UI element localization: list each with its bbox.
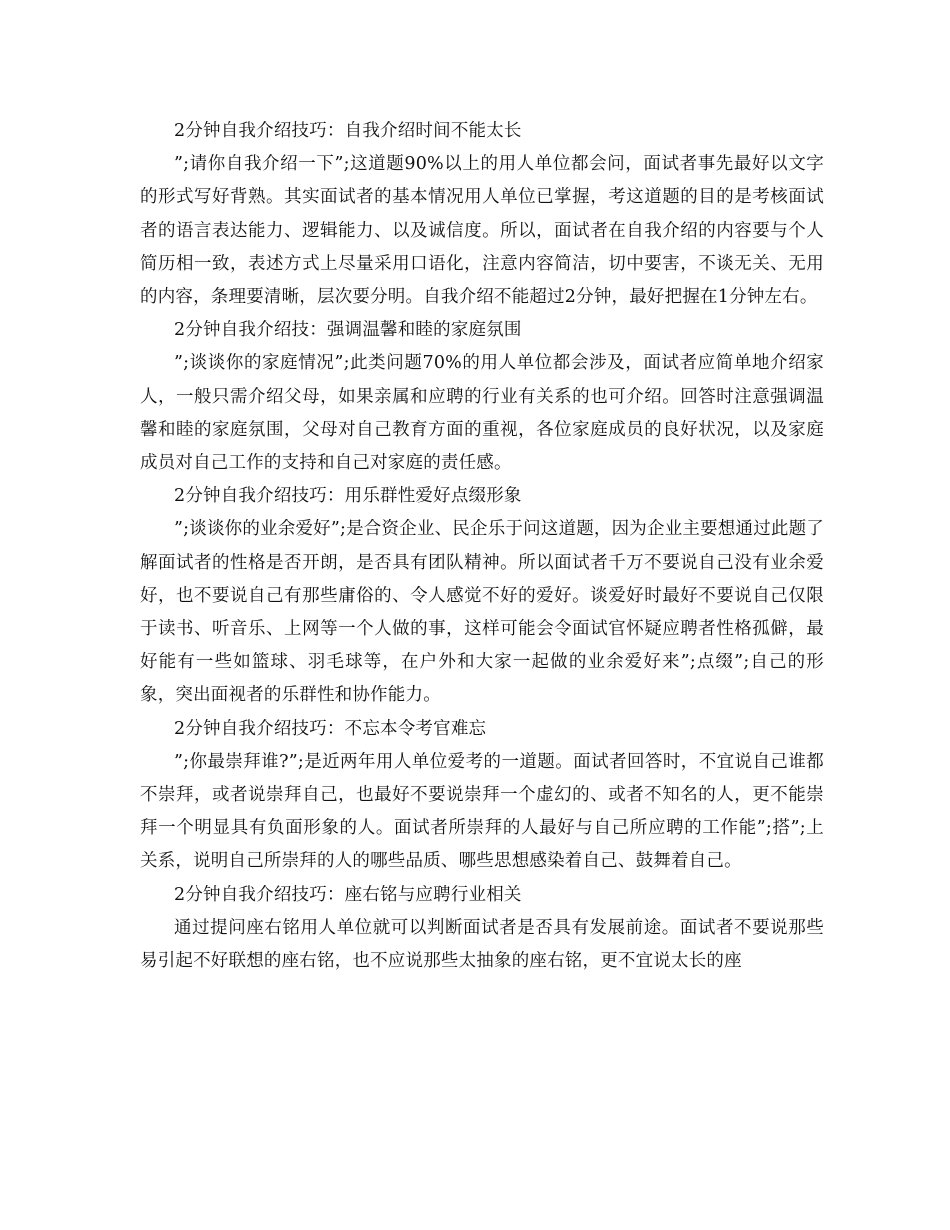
- section-body-hobbies: ”;谈谈你的业余爱好”;是合资企业、民企乐于问这道题，因为企业主要想通过此题了解面试者的性格是否开朗，是否具有团队精神。所以面试者千万不要说自己没有业余爱好，也不要说自己有那些庸俗的、令人感觉不好的爱好。谈爱好时最好不要说自己仅限于读书、听音乐、上网等一个人做的事，这样可能会令面试官怀疑应聘者性格孤僻，最好能有一些如篮球、羽毛球等，在户外和大家一起做的业余爱好来”;点缀”;自己的形象，突出面视者的乐群性和协作能力。: [140, 519, 824, 706]
- section-heading-intro-time: 2分钟自我介绍技巧：自我介绍时间不能太长: [174, 121, 522, 141]
- section-heading-family: 2分钟自我介绍技：强调温馨和睦的家庭氛围: [174, 320, 522, 341]
- section-body-intro-time: ”;请你自我介绍一下”;这道题90%以上的用人单位都会问，面试者事先最好以文字的形式写好背熟。其实面试者的基本情况用人单位已掌握，考这道题的目的是考核面试者的语言表达能力、逻辑能力、以及诚信度。所以，面试者在自我介绍的内容要与个人简历相一致，表述方式上尽量采用口语化，注意内容简洁，切中要害，不谈无关、无用的内容，条理要清晰，层次要分明。自我介绍不能超过2分钟，最好把握在1分钟左右。: [140, 154, 824, 308]
- section-heading-hobbies: 2分钟自我介绍技巧：用乐群性爱好点缀形象: [174, 486, 522, 507]
- section-heading-admire: 2分钟自我介绍技巧：不忘本令考官难忘: [174, 718, 487, 739]
- section-body-motto: 通过提问座右铭用人单位就可以判断面试者是否具有发展前途。面试者不要说那些易引起不好联想的座右铭，也不应说那些太抽象的座右铭，更不宜说太长的座: [140, 917, 824, 972]
- section-body-admire: ”;你最崇拜谁?”;是近两年用人单位爱考的一道题。面试者回答时，不宜说自己谁都不崇拜，或者说崇拜自己，也最好不要说崇拜一个虚幻的、或者不知名的人，更不能崇拜一个明显具有负面形象的人。面试者所崇拜的人最好与自己所应聘的工作能”;搭”;上关系，说明自己所崇拜的人的哪些品质、哪些思想感染着自己、鼓舞着自己。: [140, 751, 824, 872]
- document-body: [140, 115, 824, 978]
- section-body-family: ”;谈谈你的家庭情况”;此类问题70%的用人单位都会涉及，面试者应简单地介绍家人，一般只需介绍父母，如果亲属和应聘的行业有关系的也可介绍。回答时注意强调温馨和睦的家庭氛围，父母对自己教育方面的重视，各位家庭成员的良好状况，以及家庭成员对自己工作的支持和自己对家庭的责任感。: [140, 353, 824, 474]
- section-heading-motto: 2分钟自我介绍技巧：座右铭与应聘行业相关: [174, 884, 522, 905]
